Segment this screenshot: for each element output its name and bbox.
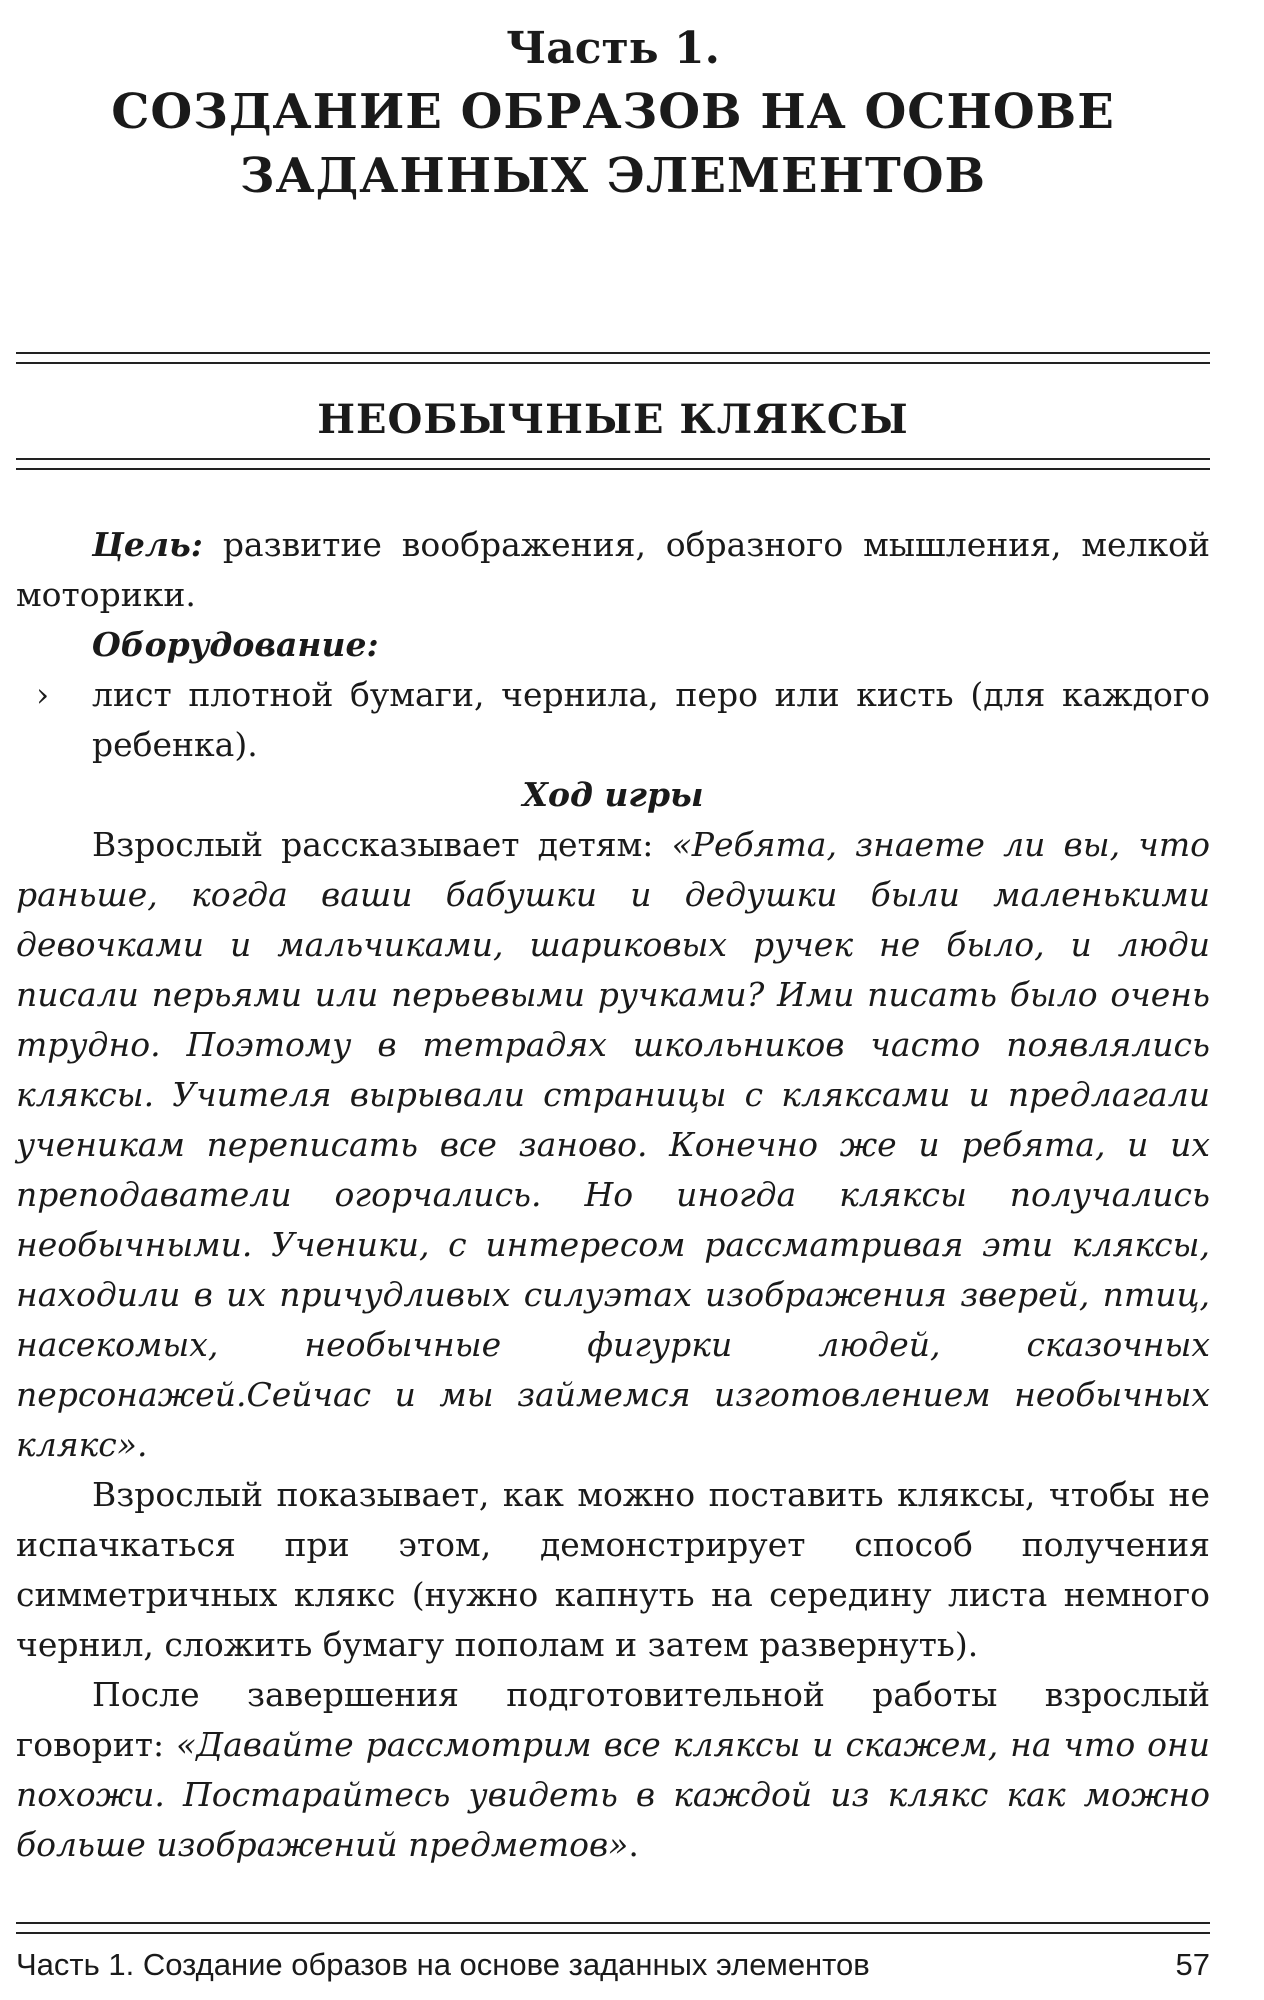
game-paragraph-2: Взрослый показывает, как можно поставить кляксы, чтобы не испачкаться при этом, демонстрирует способ получения симметричных клякс (нужно капнуть на середину листа немного чернил, сложить бумагу пополам и затем развернуть).: [16, 1475, 1210, 1664]
game-paragraph-3: [16, 1670, 1210, 1870]
part-title-line-2: ЗАДАННЫХ ЭЛЕМЕНТОВ: [239, 148, 987, 204]
game-p3-lead: После завершения подготовительной работы взрослый говорит:: [16, 1675, 1210, 1764]
section-rule-bottom-1: [16, 458, 1210, 460]
bullet-marker: ›: [36, 675, 50, 714]
footer-rule-2: [16, 1932, 1210, 1934]
part-label: Часть 1.: [506, 23, 720, 74]
running-footer: Часть 1. Создание образов на основе заданных элементов: [16, 1947, 870, 1982]
section-title: НЕОБЫЧНЫЕ КЛЯКСЫ: [317, 396, 909, 443]
game-p1-quote: «Ребята, знаете ли вы, что раньше, когда ваши бабушки и дедушки были маленькими девочками и мальчиками, шариковых ручек не было, и люди писали перьями или перьевыми ручками? Ими писать было очень трудно. Поэтому в тетрадях школьников часто появлялись кляксы. Учителя вырывали страницы с кляксами и предлагали ученикам переписать все заново. Конечно же и ребята, и их преподаватели огорчались. Но иногда кляксы получались необычными. Ученики, с интересом рассматривая эти кляксы, находили в их причудливых силуэтах изображения зверей, птиц, насекомых, необычные фигурки людей, сказочных персонажей.Сейчас и мы займемся изготовлением необычных клякс».: [16, 825, 1210, 1464]
game-p3-end: .: [628, 1825, 639, 1864]
game-p1-lead: Взрослый рассказывает детям:: [92, 825, 672, 864]
goal-text: развитие воображения, образного мышления, мелкой моторики.: [16, 525, 1210, 614]
equipment-item-text: лист плотной бумаги, чернила, перо или кисть (для каждого ребенка).: [92, 675, 1210, 764]
section-rule-top-2: [16, 362, 1210, 364]
game-heading: Ход игры: [522, 775, 704, 814]
part-title-line-1: СОЗДАНИЕ ОБРАЗОВ НА ОСНОВЕ: [111, 84, 1115, 140]
section-rule-bottom-2: [16, 468, 1210, 470]
equipment-item: [16, 670, 1210, 770]
page-footer: [16, 1944, 1210, 1986]
body-text: [16, 520, 1210, 1870]
equipment-label: Оборудование:: [92, 625, 379, 664]
goal-paragraph: [16, 520, 1210, 620]
game-p3-quote: «Давайте рассмотрим все кляксы и скажем, на что они похожи. Постарайтесь увидеть в каждой из клякс как можно больше изображений предметов»: [16, 1725, 1211, 1864]
footer-rule-1: [16, 1922, 1210, 1924]
goal-label: Цель:: [92, 525, 203, 564]
part-header: [16, 18, 1210, 208]
section-rule-top-1: [16, 352, 1210, 354]
game-paragraph-1: [16, 820, 1210, 1470]
page-number: 57: [1175, 1947, 1210, 1982]
